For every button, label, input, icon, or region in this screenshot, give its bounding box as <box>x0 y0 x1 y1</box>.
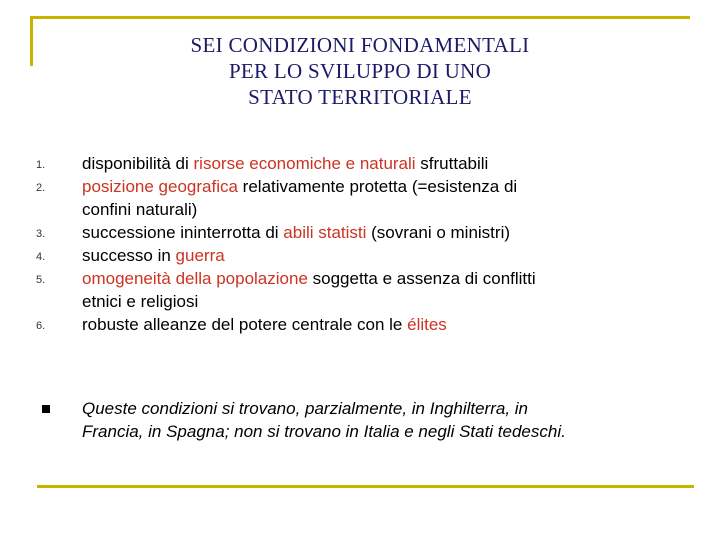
item-text: sfruttabili <box>415 154 489 173</box>
list-item <box>36 175 686 221</box>
list-number: 1. <box>36 159 46 171</box>
item-text: (sovrani o ministri) <box>366 223 511 242</box>
square-bullet-icon <box>42 405 50 413</box>
highlighted-text: omogeneità della popolazione <box>82 269 308 288</box>
highlighted-text: guerra <box>175 246 225 265</box>
list-item-line <box>82 267 686 290</box>
list-item <box>36 221 686 244</box>
highlighted-text: risorse economiche e naturali <box>193 154 416 173</box>
list-item-line <box>82 244 686 267</box>
item-text: successo in <box>82 246 176 265</box>
item-text: soggetta e assenza di conflitti <box>307 269 536 288</box>
note-line: Francia, in Spagna; non si trovano in Italia e negli Stati tedeschi. <box>82 422 566 441</box>
title-line: STATO TERRITORIALE <box>248 85 472 109</box>
frame-bottom-rule <box>37 485 694 488</box>
item-text: robuste alleanze del potere centrale con le <box>82 315 408 334</box>
list-item <box>36 313 686 336</box>
title-line: PER LO SVILUPPO DI UNO <box>228 59 492 83</box>
highlighted-text: élites <box>407 315 447 334</box>
conditions-list <box>36 152 686 336</box>
list-item-line <box>82 198 686 221</box>
item-text: confini naturali) <box>82 200 198 219</box>
list-item <box>36 267 686 313</box>
list-number: 5. <box>36 274 46 286</box>
item-text: successione ininterrotta di <box>82 223 284 242</box>
note-line: Queste condizioni si trovano, parzialmente, in Inghilterra, in <box>82 399 529 418</box>
list-item-line <box>82 313 686 336</box>
list-number: 6. <box>36 320 46 332</box>
list-item <box>36 244 686 267</box>
frame-top-rule <box>30 16 690 19</box>
list-number: 4. <box>36 251 46 263</box>
item-text: etnici e religiosi <box>82 292 199 311</box>
list-item-line <box>82 290 686 313</box>
title-line: SEI CONDIZIONI FONDAMENTALI <box>190 33 530 57</box>
frame-left-rule <box>30 16 33 66</box>
highlighted-text: posizione geografica <box>82 177 238 196</box>
list-number: 3. <box>36 228 46 240</box>
item-text: disponibilità di <box>82 154 194 173</box>
item-text: relativamente protetta (=esistenza di <box>237 177 518 196</box>
slide-title <box>60 32 660 110</box>
list-item-line <box>82 152 686 175</box>
list-item-line <box>82 221 686 244</box>
highlighted-text: abili statisti <box>283 223 367 242</box>
list-number: 2. <box>36 182 46 194</box>
list-item <box>36 152 686 175</box>
note-paragraph <box>36 397 686 443</box>
list-item-line <box>82 175 686 198</box>
